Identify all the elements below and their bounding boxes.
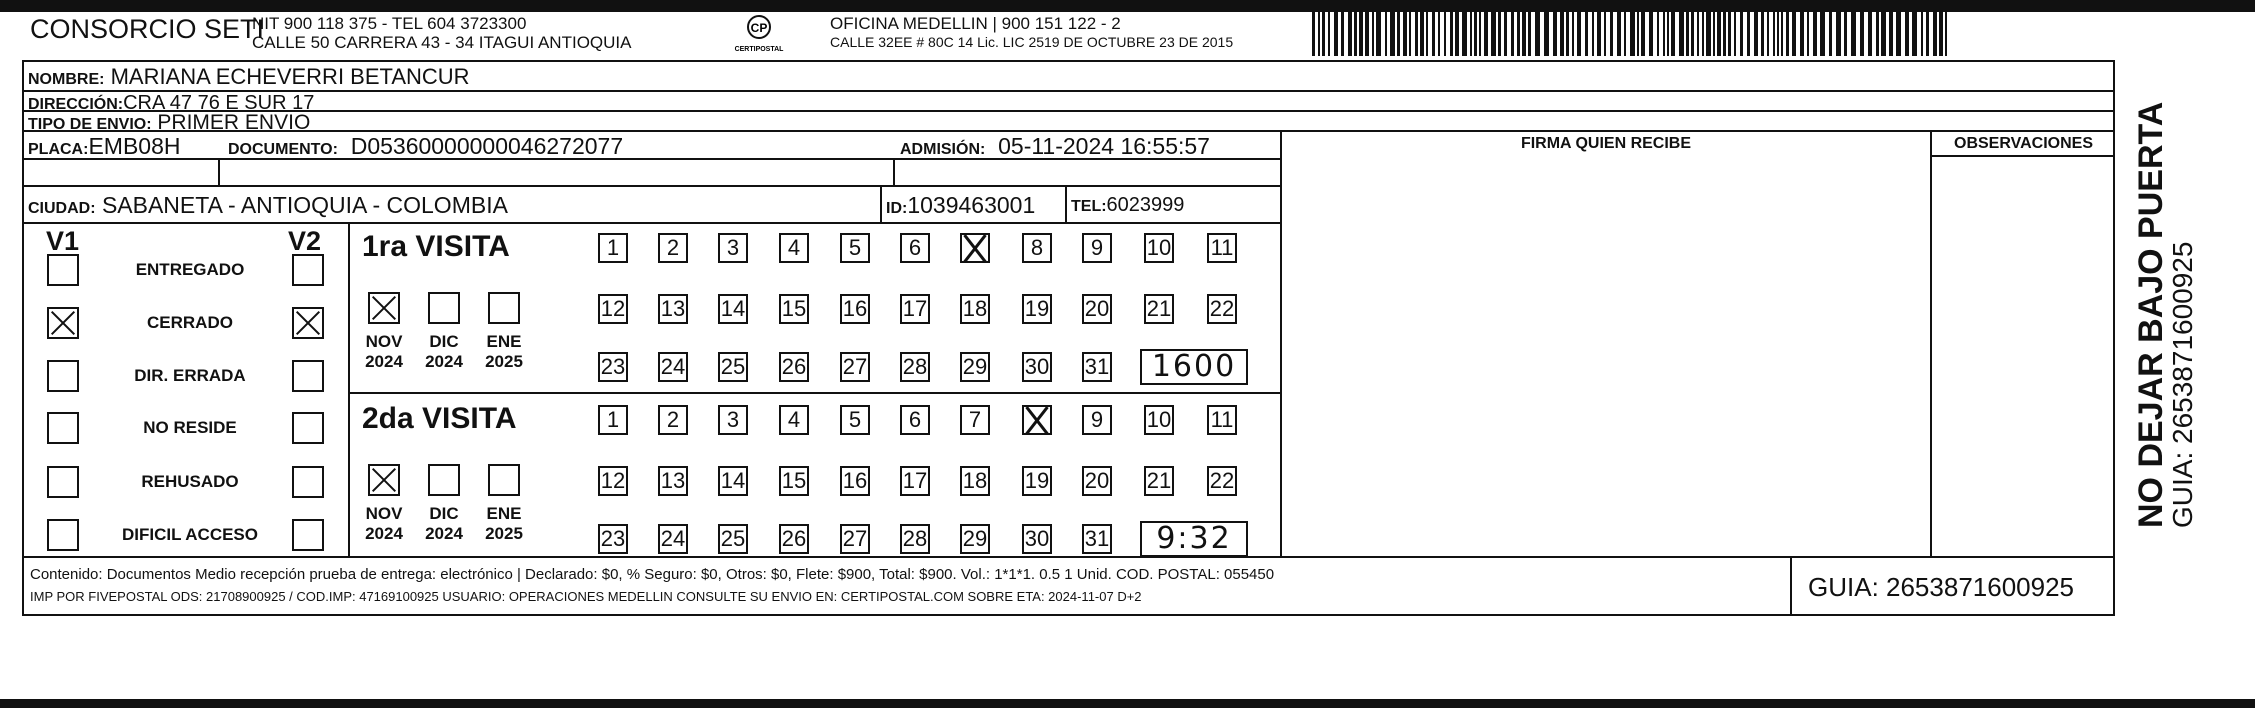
v1-checkbox[interactable] — [47, 254, 79, 286]
month-checkbox[interactable] — [368, 464, 400, 496]
v2-checkbox[interactable] — [292, 519, 324, 551]
ciudad-field — [28, 192, 508, 219]
admision-field — [900, 133, 1210, 160]
day-box[interactable]: 2 — [658, 233, 688, 263]
barcode-bar — [1747, 10, 1750, 56]
barcode-bar — [1781, 10, 1783, 56]
barcode-bar — [1577, 10, 1581, 56]
barcode-bar — [1868, 10, 1872, 56]
status-reason-label: REHUSADO — [141, 472, 239, 491]
day-box[interactable]: 21 — [1144, 466, 1174, 496]
company-address: CALLE 50 CARRERA 43 - 34 ITAGUI ANTIOQUIA — [252, 33, 632, 52]
year-label: 2024 — [425, 524, 463, 543]
barcode-bar — [1800, 10, 1804, 56]
contenido-line: Contenido: Documentos Medio recepción prueba de entrega: electrónico | Declarado: $0, % Seguro: $0, Otros: $0, Flete: $900, Total: $900. Vol.: 1*1*1. 0.5 1 Unid. COD. POSTAL: 055450 — [30, 566, 1275, 583]
placa-field — [28, 133, 180, 160]
barcode-bar — [1686, 10, 1689, 56]
barcode-bar — [1438, 10, 1440, 56]
day-box[interactable]: 10 — [1144, 405, 1174, 435]
barcode-bar — [1544, 10, 1549, 56]
month-checkbox[interactable] — [488, 464, 520, 496]
ciudad-value: SABANETA - ANTIOQUIA - COLOMBIA — [101, 192, 508, 218]
day-box[interactable]: 28 — [900, 352, 930, 382]
barcode-bar — [1860, 10, 1864, 56]
barcode-bar — [1504, 10, 1507, 56]
barcode-bar — [1479, 10, 1481, 56]
rule — [22, 90, 2115, 92]
day-box[interactable]: 1 — [598, 233, 628, 263]
v1-checkbox[interactable] — [47, 360, 79, 392]
status-reason-label: DIFICIL ACCESO — [121, 525, 258, 544]
rule — [880, 185, 882, 223]
day-box[interactable] — [1022, 405, 1052, 435]
v1-checkbox[interactable] — [47, 466, 79, 498]
nombre-field — [28, 64, 470, 90]
day-box[interactable]: 19 — [1022, 294, 1052, 324]
day-box[interactable]: 23 — [598, 524, 628, 554]
day-box[interactable]: 18 — [960, 294, 990, 324]
day-box[interactable]: 20 — [1082, 294, 1112, 324]
barcode-bar — [1786, 10, 1789, 56]
office-line: OFICINA MEDELLIN | 900 151 122 - 2 — [830, 14, 1121, 33]
day-box[interactable]: 24 — [658, 352, 688, 382]
v2-checkbox[interactable] — [292, 307, 324, 339]
company-contact — [252, 14, 631, 52]
day-box[interactable]: 18 — [960, 466, 990, 496]
day-box[interactable]: 13 — [658, 466, 688, 496]
day-box[interactable]: 2 — [658, 405, 688, 435]
barcode-bar — [1376, 10, 1381, 56]
side-text — [2132, 102, 2199, 528]
handwritten-time: 1600 — [1140, 349, 1248, 385]
admision-label: ADMISIÓN: — [900, 141, 986, 158]
barcode-bar — [1933, 10, 1937, 56]
admision-value: 05-11-2024 16:55:57 — [998, 133, 1210, 159]
barcode-bar — [1807, 10, 1809, 56]
rule — [22, 556, 2115, 558]
month-checkbox[interactable] — [368, 292, 400, 324]
firma-label: FIRMA QUIEN RECIBE — [1520, 135, 1692, 152]
barcode-bar — [1630, 10, 1635, 56]
status-reason-label: CERRADO — [147, 313, 233, 332]
barcode-bar — [1462, 10, 1467, 56]
nombre-value: MARIANA ECHEVERRI BETANCUR — [110, 64, 470, 89]
nit-line: NIT 900 118 375 - TEL 604 3723300 — [252, 14, 527, 33]
year-label: 2024 — [365, 524, 403, 543]
bottom-border — [0, 699, 2255, 708]
v1-checkbox[interactable] — [47, 412, 79, 444]
rule — [1930, 155, 2115, 157]
rule — [348, 392, 1282, 394]
visit-2-title: 2da VISITA — [362, 402, 517, 435]
certipostal-logo — [728, 14, 790, 56]
barcode-bar — [1372, 10, 1374, 56]
v1-checkbox[interactable] — [47, 307, 79, 339]
barcode-bar — [1637, 10, 1639, 56]
barcode-bar — [1553, 10, 1557, 56]
barcode-bar — [1426, 10, 1428, 56]
ciudad-label: CIUDAD: — [28, 200, 96, 217]
day-box[interactable]: 25 — [718, 352, 748, 382]
barcode-bar — [1365, 10, 1369, 56]
rule — [22, 130, 2115, 132]
day-box[interactable]: 17 — [900, 466, 930, 496]
barcode-bar — [1717, 10, 1721, 56]
rule — [218, 158, 220, 186]
rule — [1930, 130, 1932, 558]
month-label: ENE — [486, 504, 522, 523]
barcode-bar — [1773, 10, 1775, 56]
barcode-bar — [1624, 10, 1626, 56]
day-box[interactable]: 14 — [718, 466, 748, 496]
month-label: NOV — [365, 332, 403, 351]
v2-checkbox[interactable] — [292, 360, 324, 392]
day-box[interactable]: 22 — [1207, 466, 1237, 496]
barcode-bar — [1318, 10, 1320, 56]
day-box[interactable]: 22 — [1207, 294, 1237, 324]
day-box[interactable]: 31 — [1082, 352, 1112, 382]
barcode-bar — [1945, 10, 1947, 56]
barcode-bar — [1889, 10, 1893, 56]
barcode-bar — [1641, 10, 1645, 56]
v1-checkbox[interactable] — [47, 519, 79, 551]
barcode-bar — [1767, 10, 1769, 56]
day-box[interactable]: 4 — [779, 405, 809, 435]
day-box[interactable]: 30 — [1022, 524, 1052, 554]
day-box[interactable]: 29 — [960, 524, 990, 554]
day-box[interactable]: 15 — [779, 294, 809, 324]
barcode-bar — [1792, 10, 1796, 56]
barcode-bar — [1312, 10, 1315, 56]
barcode-bar — [1390, 10, 1395, 56]
placa-label: PLACA: — [28, 141, 89, 158]
barcode-bar — [1851, 10, 1856, 56]
day-box[interactable]: 26 — [779, 352, 809, 382]
barcode-bar — [1691, 10, 1694, 56]
day-box[interactable]: 6 — [900, 405, 930, 435]
day-box[interactable]: 23 — [598, 352, 628, 382]
day-box[interactable]: 9 — [1082, 405, 1112, 435]
month-label: DIC — [429, 332, 459, 351]
barcode-bar — [1921, 10, 1923, 56]
day-box[interactable]: 5 — [840, 405, 870, 435]
barcode — [1312, 10, 1952, 56]
barcode-bar — [1409, 10, 1411, 56]
barcode-bar — [1706, 10, 1711, 56]
barcode-bar — [1728, 10, 1731, 56]
year-label: 2025 — [485, 352, 523, 371]
barcode-bar — [1912, 10, 1917, 56]
day-box[interactable]: 19 — [1022, 466, 1052, 496]
day-box[interactable]: 12 — [598, 294, 628, 324]
day-box[interactable]: 25 — [718, 524, 748, 554]
year-label: 2024 — [365, 352, 403, 371]
id-label: ID: — [886, 200, 908, 217]
tel-label: TEL: — [1071, 198, 1107, 215]
side-guia: GUIA: 2653871600925 — [2167, 241, 2198, 528]
barcode-bar — [1444, 10, 1446, 56]
barcode-bar — [1572, 10, 1574, 56]
barcode-bar — [1829, 10, 1832, 56]
barcode-bar — [1761, 10, 1764, 56]
month-label: ENE — [486, 332, 522, 351]
rule — [1065, 185, 1067, 223]
license-line: CALLE 32EE # 80C 14 Lic. LIC 2519 DE OCTUBRE 23 DE 2015 — [830, 34, 1234, 50]
barcode-bar — [1334, 10, 1338, 56]
day-box[interactable]: 20 — [1082, 466, 1112, 496]
day-box[interactable]: 10 — [1144, 233, 1174, 263]
month-label: DIC — [429, 504, 459, 523]
barcode-bar — [1713, 10, 1715, 56]
day-box[interactable]: 24 — [658, 524, 688, 554]
barcode-bar — [1359, 10, 1363, 56]
tipo-envio-value: PRIMER ENVIO — [157, 111, 311, 134]
day-box[interactable]: 1 — [598, 405, 628, 435]
barcode-bar — [1397, 10, 1400, 56]
v2-checkbox[interactable] — [292, 466, 324, 498]
day-box[interactable]: 29 — [960, 352, 990, 382]
documento-value: D05360000000046272077 — [350, 133, 624, 159]
day-box[interactable]: 28 — [900, 524, 930, 554]
barcode-bar — [1844, 10, 1847, 56]
day-box[interactable]: 27 — [840, 352, 870, 382]
tel-value: 6023999 — [1106, 194, 1185, 216]
v2-label: V2 — [288, 226, 322, 256]
day-box[interactable]: 30 — [1022, 352, 1052, 382]
barcode-bar — [1432, 10, 1435, 56]
barcode-bar — [1740, 10, 1743, 56]
barcode-bar — [1617, 10, 1621, 56]
barcode-bar — [1450, 10, 1453, 56]
imp-line: IMP POR FIVEPOSTAL ODS: 21708900925 / COD.IMP: 47169100925 USUARIO: OPERACIONES MEDELLIN CONSULTE SU ENVIO EN: CERTIPOSTAL.COM SOBRE ETA: 2024-11-07 D+2 — [30, 589, 1142, 604]
tipo-envio-field — [28, 111, 310, 135]
v2-checkbox[interactable] — [292, 412, 324, 444]
barcode-bar — [1663, 10, 1665, 56]
day-box[interactable]: 13 — [658, 294, 688, 324]
barcode-bar — [1517, 10, 1520, 56]
company-name: CONSORCIO SETI — [30, 14, 265, 44]
barcode-bar — [1697, 10, 1699, 56]
barcode-bar — [1585, 10, 1588, 56]
barcode-bar — [1511, 10, 1514, 56]
barcode-bar — [1385, 10, 1387, 56]
barcode-bar — [1905, 10, 1909, 56]
rule — [893, 158, 895, 186]
day-box[interactable]: 3 — [718, 233, 748, 263]
tipo-envio-label: TIPO DE ENVIO: — [28, 116, 152, 133]
barcode-bar — [1528, 10, 1531, 56]
day-box[interactable]: 11 — [1207, 405, 1237, 435]
day-box[interactable]: 6 — [900, 233, 930, 263]
barcode-bar — [1322, 10, 1325, 56]
tel-field — [1071, 194, 1184, 217]
status-reason-label: ENTREGADO — [135, 260, 245, 279]
month-checkbox[interactable] — [428, 464, 460, 496]
barcode-bar — [1560, 10, 1564, 56]
handwritten-time: 9:32 — [1140, 521, 1248, 557]
status-reason-label: DIR. ERRADA — [134, 366, 246, 385]
barcode-bar — [1876, 10, 1879, 56]
barcode-bar — [1610, 10, 1613, 56]
day-box[interactable]: 16 — [840, 466, 870, 496]
day-box[interactable]: 9 — [1082, 233, 1112, 263]
barcode-bar — [1470, 10, 1472, 56]
day-box[interactable]: 27 — [840, 524, 870, 554]
rule — [1790, 556, 1792, 616]
rule — [22, 222, 1282, 224]
barcode-bar — [1667, 10, 1669, 56]
day-box[interactable]: 16 — [840, 294, 870, 324]
barcode-bar — [1820, 10, 1825, 56]
barcode-bar — [1592, 10, 1594, 56]
barcode-bar — [1522, 10, 1526, 56]
day-box[interactable]: 5 — [840, 233, 870, 263]
barcode-bar — [1836, 10, 1841, 56]
day-box[interactable] — [960, 233, 990, 263]
day-box[interactable]: 31 — [1082, 524, 1112, 554]
svg-text:CERTIPOSTAL: CERTIPOSTAL — [734, 46, 784, 53]
day-box[interactable]: 17 — [900, 294, 930, 324]
barcode-bar — [1328, 10, 1330, 56]
barcode-bar — [1881, 10, 1886, 56]
placa-value: EMB08H — [88, 133, 181, 159]
barcode-bar — [1777, 10, 1779, 56]
day-box[interactable]: 26 — [779, 524, 809, 554]
v2-checkbox[interactable] — [292, 254, 324, 286]
barcode-bar — [1474, 10, 1477, 56]
barcode-bar — [1604, 10, 1606, 56]
barcode-bar — [1535, 10, 1540, 56]
rule — [348, 222, 350, 558]
rule — [22, 110, 2115, 112]
barcode-bar — [1491, 10, 1496, 56]
barcode-bar — [1354, 10, 1357, 56]
barcode-bar — [1348, 10, 1352, 56]
office-info — [830, 14, 1233, 52]
side-warning: NO DEJAR BAJO PUERTA — [2132, 101, 2170, 528]
day-box[interactable]: 4 — [779, 233, 809, 263]
month-checkbox[interactable] — [428, 292, 460, 324]
barcode-bar — [1420, 10, 1424, 56]
barcode-bar — [1926, 10, 1929, 56]
month-checkbox[interactable] — [488, 292, 520, 324]
barcode-bar — [1498, 10, 1501, 56]
barcode-bar — [1484, 10, 1488, 56]
svg-text:CP: CP — [750, 21, 768, 35]
documento-label: DOCUMENTO: — [228, 141, 338, 158]
barcode-bar — [1679, 10, 1684, 56]
barcode-bar — [1754, 10, 1758, 56]
barcode-bar — [1455, 10, 1459, 56]
barcode-bar — [1734, 10, 1736, 56]
observaciones-label: OBSERVACIONES — [1954, 135, 2093, 152]
barcode-bar — [1702, 10, 1704, 56]
status-reason-label: NO RESIDE — [143, 418, 237, 437]
barcode-bar — [1403, 10, 1407, 56]
id-field — [886, 192, 1035, 219]
day-box[interactable]: 14 — [718, 294, 748, 324]
day-box[interactable]: 8 — [1022, 233, 1052, 263]
year-label: 2025 — [485, 524, 523, 543]
barcode-bar — [1723, 10, 1726, 56]
barcode-bar — [1415, 10, 1418, 56]
day-box[interactable]: 3 — [718, 405, 748, 435]
guia-number: GUIA: 2653871600925 — [1808, 572, 2074, 602]
barcode-bar — [1939, 10, 1943, 56]
v1-label: V1 — [46, 226, 80, 256]
barcode-bar — [1657, 10, 1659, 56]
barcode-bar — [1597, 10, 1601, 56]
month-label: NOV — [365, 504, 403, 523]
direccion-label: DIRECCIÓN: — [28, 96, 124, 113]
barcode-bar — [1813, 10, 1817, 56]
visit-1-title: 1ra VISITA — [362, 230, 510, 263]
documento-field — [228, 133, 623, 160]
barcode-bar — [1341, 10, 1344, 56]
rule — [1280, 130, 1282, 558]
day-box[interactable]: 15 — [779, 466, 809, 496]
barcode-bar — [1896, 10, 1901, 56]
nombre-label: NOMBRE: — [28, 71, 105, 88]
id-value: 1039463001 — [907, 192, 1036, 218]
barcode-bar — [1566, 10, 1569, 56]
day-box[interactable]: 12 — [598, 466, 628, 496]
direccion-value: CRA 47 76 E SUR 17 — [123, 92, 315, 114]
year-label: 2024 — [425, 352, 463, 371]
barcode-bar — [1671, 10, 1675, 56]
barcode-bar — [1649, 10, 1653, 56]
rule — [22, 185, 1282, 187]
day-box[interactable]: 7 — [960, 405, 990, 435]
day-box[interactable]: 21 — [1144, 294, 1174, 324]
day-box[interactable]: 11 — [1207, 233, 1237, 263]
